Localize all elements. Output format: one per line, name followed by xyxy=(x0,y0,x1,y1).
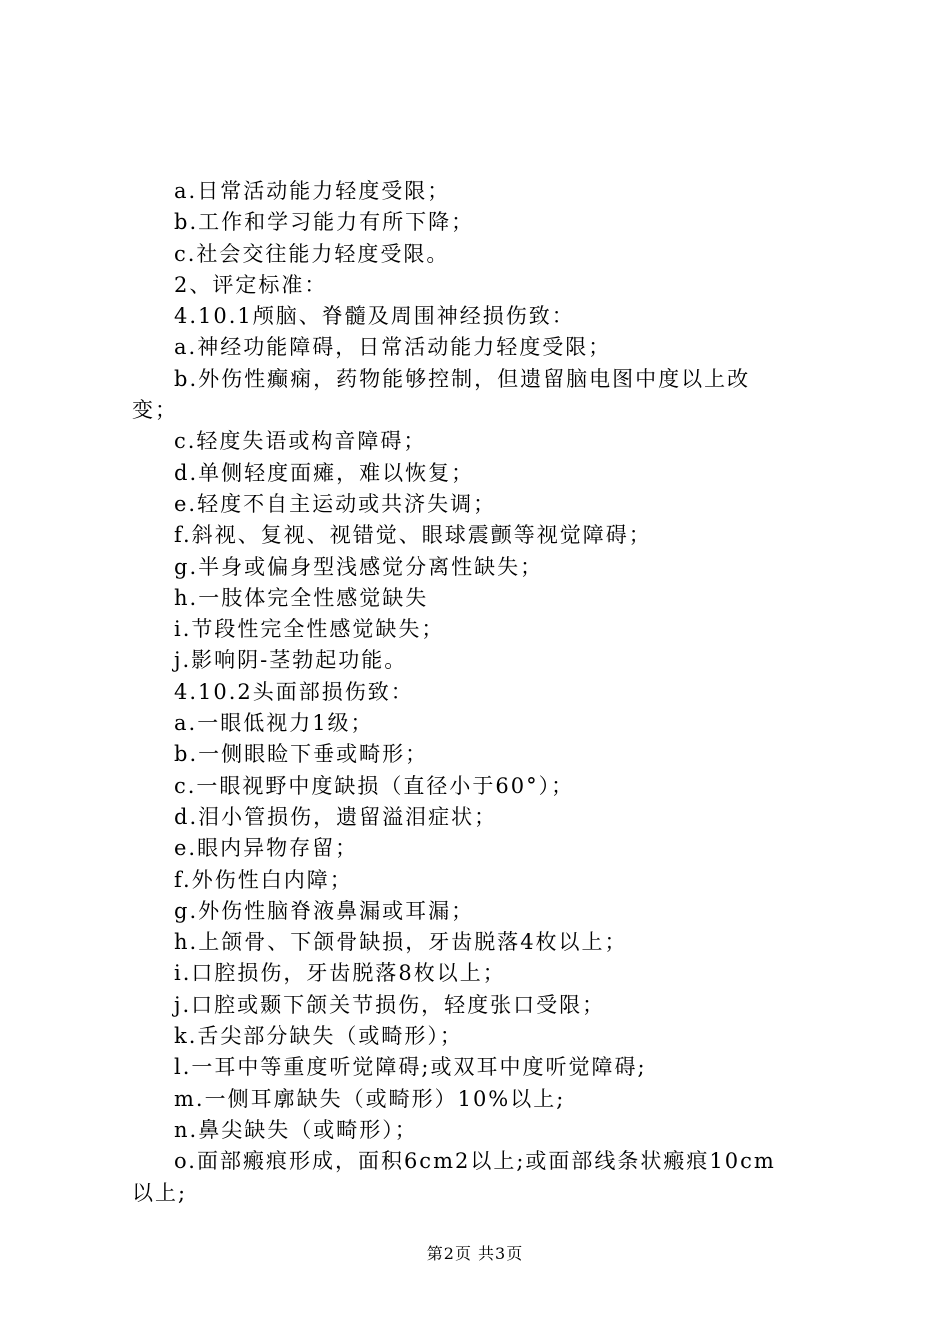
text-line: d.单侧轻度面瘫，难以恢复； xyxy=(174,460,475,485)
text-line: i.节段性完全性感觉缺失； xyxy=(174,617,445,642)
text-line: g.外伤性脑脊液鼻漏或耳漏； xyxy=(174,898,475,923)
clause-heading: 4.10.2头面部损伤致： xyxy=(174,679,414,704)
text-line-continuation: 变； xyxy=(132,398,178,423)
text-line: f.外伤性白内障； xyxy=(174,867,353,892)
text-line: b.一侧眼睑下垂或畸形； xyxy=(174,742,429,767)
text-line: e.眼内异物存留； xyxy=(174,836,359,861)
section-heading: 2、评定标准： xyxy=(174,272,328,297)
text-line-continuation: 以上; xyxy=(132,1180,188,1205)
page-footer: 第2页 共3页 xyxy=(426,1244,524,1263)
text-line: n.鼻尖缺失（或畸形）； xyxy=(174,1117,418,1142)
text-line: l.一耳中等重度听觉障碍;或双耳中度听觉障碍; xyxy=(174,1055,647,1080)
text-line: d.泪小管损伤，遗留溢泪症状； xyxy=(174,804,498,829)
text-line: h.上颌骨、下颌骨缺损，牙齿脱落4枚以上； xyxy=(174,930,628,955)
text-line: o.面部瘢痕形成，面积6cm2以上;或面部线条状瘢痕10cm xyxy=(174,1149,776,1174)
text-line: h.一肢体完全性感觉缺失 xyxy=(174,585,429,610)
text-line: c.社会交往能力轻度受限。 xyxy=(174,241,450,266)
text-line: a.日常活动能力轻度受限； xyxy=(174,179,451,203)
text-line: b.工作和学习能力有所下降； xyxy=(174,210,475,235)
document-body xyxy=(132,176,832,1209)
text-line: c.一眼视野中度缺损（直径小于60°）； xyxy=(174,773,575,798)
text-line: g.半身或偏身型浅感觉分离性缺失； xyxy=(174,554,544,579)
text-line: e.轻度不自主运动或共济失调； xyxy=(174,491,497,516)
text-line: j.口腔或颞下颌关节损伤，轻度张口受限； xyxy=(174,992,606,1017)
text-line: b.外伤性癫痫，药物能够控制，但遗留脑电图中度以上改 xyxy=(174,366,751,391)
text-line: f.斜视、复视、视错觉、眼球震颤等视觉障碍； xyxy=(174,523,652,548)
text-line: k.舌尖部分缺失（或畸形）； xyxy=(174,1024,463,1049)
text-line: i.口腔损伤，牙齿脱落8枚以上； xyxy=(174,961,506,986)
text-line: a.一眼低视力1级； xyxy=(174,711,374,736)
clause-heading: 4.10.1颅脑、脊髓及周围神经损伤致： xyxy=(174,304,575,329)
text-line: c.轻度失语或构音障碍； xyxy=(174,429,427,454)
text-line: m.一侧耳廓缺失（或畸形）10%以上; xyxy=(174,1086,566,1111)
text-line: j.影响阴-茎勃起功能。 xyxy=(174,648,408,673)
text-line: a.神经功能障碍，日常活动能力轻度受限； xyxy=(174,335,612,360)
